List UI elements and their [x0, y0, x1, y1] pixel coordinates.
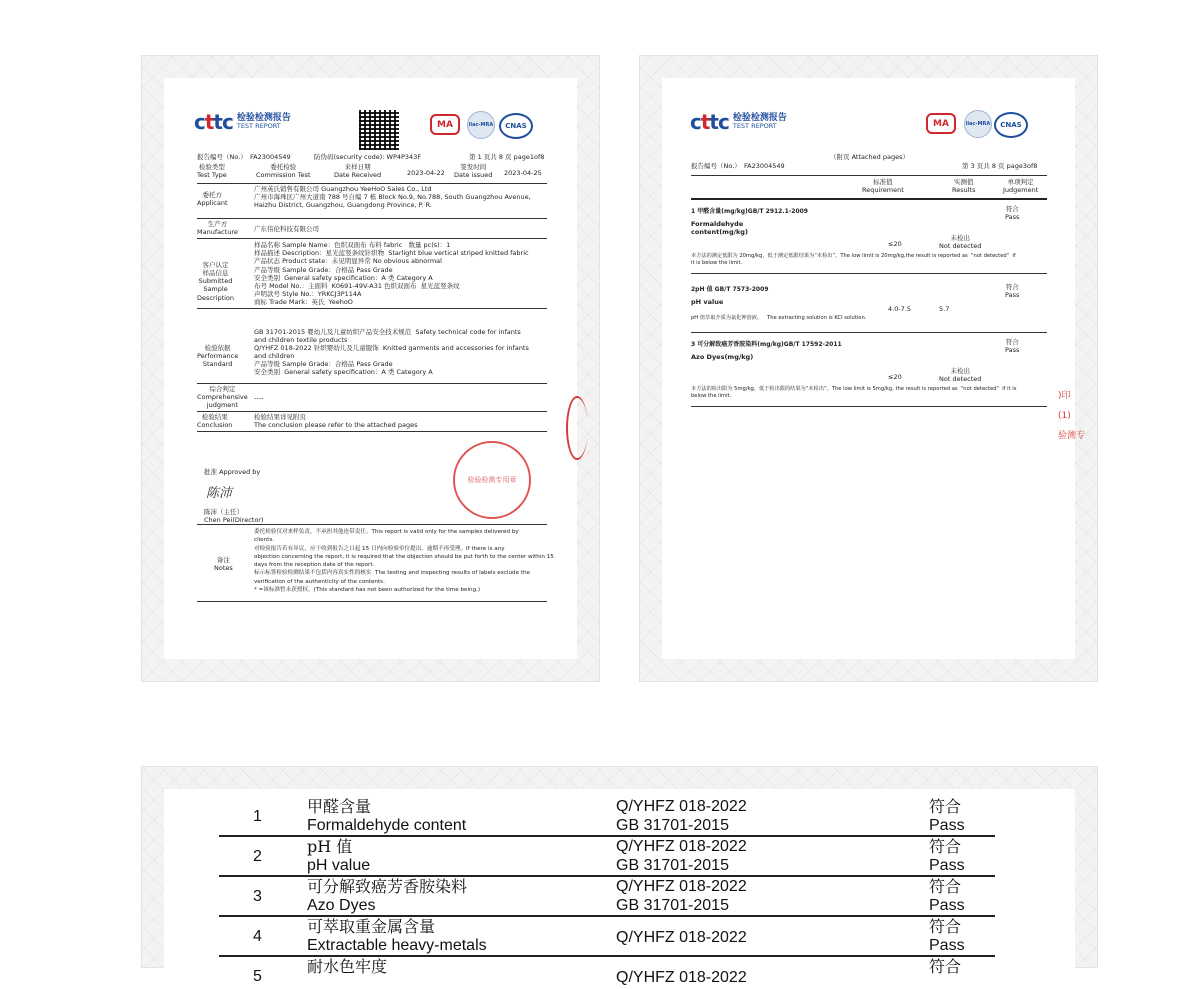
- cma-badge-icon: MA: [926, 113, 956, 134]
- ilac-badge-icon: ilac-MRA: [964, 110, 992, 138]
- standard-2: GB 31701-2015: [616, 897, 729, 914]
- item-name-zh: pH 值: [307, 837, 353, 856]
- report-page-3-frame: [639, 55, 1098, 682]
- ilac-badge-icon: ilac-MRA: [467, 111, 495, 139]
- row-number: 1: [253, 808, 262, 825]
- report-page-3: [662, 78, 1075, 659]
- standard-2: GB 31701-2015: [616, 857, 729, 874]
- manufacture-label: 生产方 Manufacture: [197, 220, 238, 237]
- row-number: 5: [253, 968, 262, 985]
- divider: [197, 218, 547, 219]
- qr-code-icon: [359, 110, 399, 150]
- date-received-label: 来样日期 Date Received: [334, 163, 382, 180]
- col-requirement: 标准值 Requirement: [862, 178, 904, 195]
- item-result: 未检出 Not detected: [939, 367, 982, 384]
- divider: [197, 601, 547, 602]
- standard-1: Q/YHFZ 018-2022: [616, 838, 747, 855]
- divider: [197, 431, 547, 432]
- test-type-label: 检验类型 Test Type: [197, 163, 227, 180]
- divider: [691, 332, 1047, 333]
- item-name-en: pH value: [307, 857, 371, 874]
- item-name-en: Formaldehyde content: [307, 817, 467, 834]
- judgement-en: Pass: [929, 857, 965, 874]
- item-name-zh: 耐水色牢度: [307, 957, 388, 976]
- summary-table-frame: [141, 766, 1098, 986]
- applicant-label: 委托方 Applicant: [197, 191, 228, 208]
- divider: [691, 273, 1047, 274]
- divider: [197, 308, 547, 309]
- item-requirement: 4.0-7.5: [888, 305, 912, 313]
- attached-pages: （附页 Attached pages）: [830, 153, 909, 161]
- security-code: 防伪码(security code): WP4P343F: [314, 153, 422, 161]
- judgement-zh: 符合: [929, 837, 962, 856]
- brand-zh: 检验检测报告: [732, 113, 787, 124]
- date-issued: 2023-04-25: [504, 169, 542, 177]
- divider: [691, 406, 1047, 407]
- side-stamp-glyph: 验测专: [1058, 431, 1086, 441]
- side-stamp-glyph: )印: [1058, 391, 1071, 401]
- notes: 委托检验仅对来样负责，不承担其他连带责任。This report is valid only for the samples delivered by clients. 对检验报告若有异议，应于收到报告之日起 15 日内向检验单位提出，逾期不再受理。If there is any objection concerning the report, it is required that the objection should be put forth to the center within 15 days from the reception date of the report. 标示标签检验检测结果不包括内容真实性的核实 The testing and inspecting results of labels exclude the verification of the authenticity of the contents. * =该标准暂未获授权。(This standard has not been authorized for the time being.): [254, 529, 554, 594]
- divider: [197, 524, 547, 525]
- standard-label: 检验依据 Performance Standard: [197, 344, 239, 369]
- cma-badge-icon: MA: [430, 114, 460, 135]
- item-note: 本方法的检出限为 5mg/kg，低于检出限的结果为“未检出”。The low limit is 5mg/kg, the result is reported as "not detected" if it is below the limit.: [691, 386, 1017, 399]
- applicant: 广州英氏销售有限公司 Guangzhou YeeHoO Sales Co., Ltd 广州市海珠区广州大道南 788 号自编 7 栋 Block No.9, No.788, South Guangzhou Avenue, Haizhu District, Guangzhou, Guangdong Province, P. R.: [254, 185, 531, 210]
- item-title: 1 甲醛含量(mg/kg)GB/T 2912.1-2009: [691, 208, 808, 215]
- item-title: 2pH 值 GB/T 7573-2009: [691, 286, 769, 293]
- row-number: 2: [253, 848, 262, 865]
- comprehensive-label: 综合判定 Comprehensive judgment: [197, 385, 248, 410]
- item-name-zh: 可分解致癌芳香胺染料: [307, 877, 468, 896]
- cttc-logo-mark: cttc: [194, 110, 233, 134]
- official-stamp: [453, 441, 531, 519]
- conclusion: 检验结果详见附页 The conclusion please refer to the attached pages: [254, 413, 418, 430]
- divider: [691, 198, 1047, 200]
- cnas-badge-icon: CNAS: [499, 113, 533, 139]
- judgement-zh: 符合: [929, 957, 962, 976]
- brand-zh: 检验检测报告: [236, 113, 291, 124]
- manufacture: 广东伟伦科技有限公司: [254, 225, 319, 233]
- date-issued-label: 签发时间 Date issued: [454, 163, 493, 180]
- report-page-1: [164, 78, 577, 659]
- comprehensive: ----: [254, 394, 264, 402]
- report-no-label: 报告编号（No.）: [197, 153, 247, 161]
- sample-info: 样品名称 Sample Name：色织双面布 布料 fabric 数量 pc(s)：1 样品描述 Description：星光蓝竖条纹针织物 Starlight blue vertical striped knitted fabric 产品状态 Product state：未见明显异常 No obvious abnormal 产品等级 Sample Grade：合格品 Pass Grade 安全类别 General safety specification：A 类 Category A 布号 Model No.：主面料 K0691-49V-A31 色织双面布 星光蓝竖条纹 声明款号 Style No.：YRKCJ3P114A 商标 Trade Mark：英氏 YeehoO: [254, 241, 529, 307]
- item-result: 5.7: [939, 305, 950, 313]
- approver: 陈沛（主任） Chen Pei(Director): [204, 508, 264, 525]
- notes-label: 备注 Notes: [214, 556, 233, 573]
- item-name: pH value: [691, 298, 724, 306]
- standard-1: Q/YHFZ 018-2022: [616, 969, 747, 986]
- item-title: 3 可分解致癌芳香胺染料(mg/kg)GB/T 17592-2011: [691, 341, 842, 348]
- item-name-zh: 可萃取重金属含量: [307, 917, 436, 936]
- cttc-logo: [194, 110, 291, 134]
- standard-1: Q/YHFZ 018-2022: [616, 878, 747, 895]
- item-name-zh: 甲醛含量: [307, 797, 372, 816]
- item-result: 未检出 Not detected: [939, 234, 982, 251]
- approved-label: 批准 Approved by: [204, 468, 261, 476]
- judgement-en: Pass: [929, 897, 965, 914]
- item-note: pH 值萃取介质为氯化钾溶液。 The extracting solution is KCl solution.: [691, 315, 867, 321]
- item-name: Azo Dyes(mg/kg): [691, 353, 754, 361]
- page-info: 第 3 页共 8 页 page3of8: [962, 162, 1038, 170]
- judgement-en: Pass: [929, 937, 965, 954]
- standard: GB 31701-2015 婴幼儿及儿童纺织产品安全技术规范 Safety technical code for infants and children textile products Q/YHFZ 018-2022 针织婴幼儿及儿童服饰 Knitted garments and accessories for infants and children 产品等级 Sample Grade：合格品 Pass Grade 安全类别 General safety specification：A 类 Category A: [254, 328, 529, 376]
- signature: 陈沛: [206, 486, 233, 501]
- standard-2: GB 31701-2015: [616, 817, 729, 834]
- summary-table-paper: [164, 789, 1075, 989]
- side-stamp-fragment: [1058, 386, 1085, 446]
- brand-en: TEST REPORT: [732, 122, 777, 131]
- item-judgement: 符合 Pass: [1005, 283, 1020, 300]
- row-number: 4: [253, 928, 262, 945]
- item-requirement: ≤20: [888, 240, 902, 248]
- item-judgement: 符合 Pass: [1005, 205, 1020, 222]
- item-requirement: ≤20: [888, 373, 902, 381]
- item-name-en: Azo Dyes: [307, 897, 376, 914]
- col-results: 实测值 Results: [952, 178, 976, 195]
- stamp-text: 检验检测专用章: [467, 476, 517, 484]
- report-no: FA23004549: [250, 153, 291, 161]
- brand-en: TEST REPORT: [236, 122, 281, 131]
- judgement-en: Pass: [929, 817, 965, 834]
- cnas-badge-icon: CNAS: [994, 112, 1028, 138]
- divider: [197, 411, 547, 412]
- standard-1: Q/YHFZ 018-2022: [616, 929, 747, 946]
- report-page-1-frame: [141, 55, 600, 682]
- report-no: FA23004549: [744, 162, 785, 170]
- cttc-logo-mark: cttc: [690, 110, 729, 134]
- side-stamp-glyph: (1): [1058, 411, 1071, 421]
- divider: [197, 383, 547, 384]
- col-judgement: 单项判定 Judgement: [1003, 178, 1039, 195]
- judgement-zh: 符合: [929, 917, 962, 936]
- page-info: 第 1 页共 8 页 page1of8: [469, 153, 545, 161]
- item-name: Formaldehyde content(mg/kg): [691, 220, 748, 237]
- divider: [691, 175, 1047, 176]
- divider: [197, 238, 547, 239]
- sample-label: 客户认定 样品信息 Submitted Sample Description: [197, 261, 235, 302]
- standard-1: Q/YHFZ 018-2022: [616, 798, 747, 815]
- cttc-logo: [690, 110, 787, 134]
- test-type: 委托检验 Commission Test: [256, 163, 311, 180]
- item-judgement: 符合 Pass: [1005, 338, 1020, 355]
- date-received: 2023-04-22: [407, 169, 445, 177]
- report-no-label: 报告编号（No.）: [691, 162, 741, 170]
- conclusion-label: 检验结果 Conclusion: [197, 413, 233, 430]
- item-note: 本方法的测定低限为 20mg/kg，低于测定低限结果为“未检出”。The low limit is 20mg/kg,the result is reported as "not detected" if it is below the limit.: [691, 253, 1016, 266]
- divider: [197, 183, 547, 184]
- judgement-zh: 符合: [929, 877, 962, 896]
- item-name-en: Extractable heavy-metals: [307, 937, 487, 954]
- judgement-zh: 符合: [929, 797, 962, 816]
- side-stamp-fragment: [566, 396, 588, 460]
- row-number: 3: [253, 888, 262, 905]
